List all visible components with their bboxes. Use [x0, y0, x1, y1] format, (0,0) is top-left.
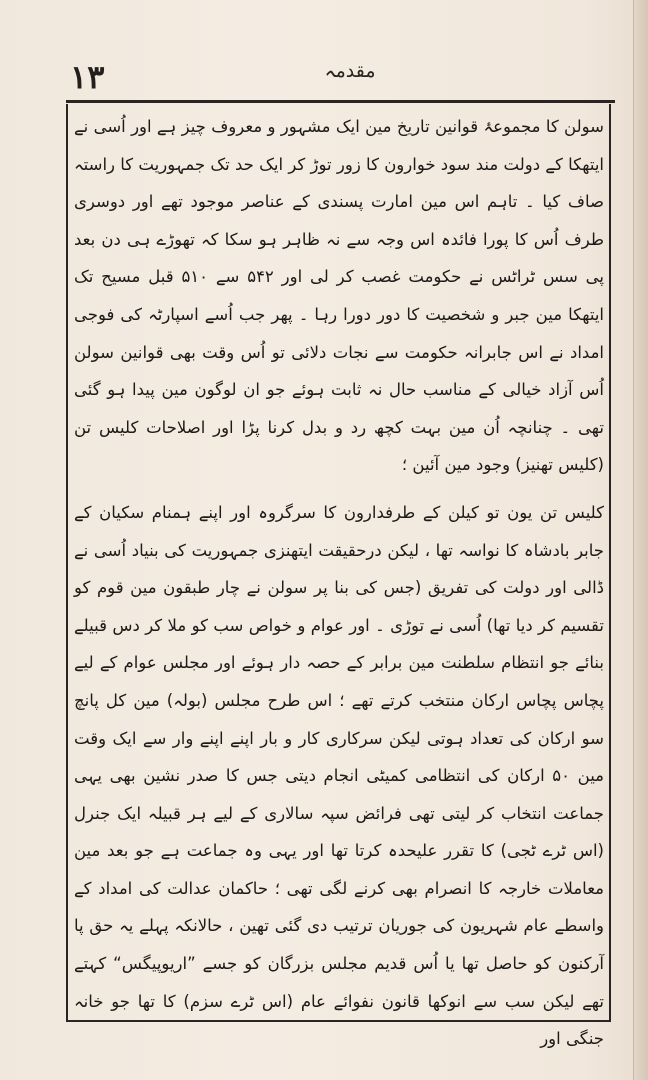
body-text	[74, 108, 605, 1049]
paragraph-1: سولن کا مجموعۂ قوانین تاریخ مین ایک مشہور و معروف چیز ہے اور اُسی نے ایتھکا کے دولت مند سود خوارون کا زور توڑ کر ایک حد تک جمہوریت کا راستہ صاف کیا ۔ تاہم اس مین امارت پسندی کے عناصر موجود تھے اور دوسری طرف اُس کا پورا فائدہ اس وجہ سے نہ ظاہر ہو سکا کہ تھوڑے ہی دن بعد پی سس ٹراٹس نے حکومت غصب کر لی اور ۵۴۲ سے ۵۱۰ قبل مسیح تک ایتھکا مین جبر و شخصیت کا دور دورا رہا ۔ پھر جب اُسے اسپارٹہ کی فوجی امداد نے اس جابرانہ حکومت سے نجات دلائی تو اُس وقت بھی قوانین سولن اُس آزاد خیالی کے مناسب حال نہ ثابت ہوئے جو ان لوگون مین پیدا ہو گئی تھی ۔ چنانچہ اُن مین بہت کچھ رد و بدل کرنا پڑا اور اصلاحات کلیس تن (کلیس تھنیز) وجود مین آئین ؛	[74, 117, 604, 475]
paragraph-2: کلیس تن یون تو کیلن کے طرفدارون کا سرگروہ اور اپنے ہمنام سکیان کے جابر بادشاہ کا نواسہ تھا ، لیکن درحقیقت ایتھنزی جمہوریت کی بنیاد اُسی نے ڈالی اور دولت کی تفریق (جس کی بنا پر سولن نے چار طبقون مین قوم کو تقسیم کر دیا تھا) اُسی نے توڑی ۔ اور عوام و خواص سب کو ملا کر دس قبیلے بنائے جو انتظام سلطنت مین برابر کے حصہ دار ہوئے اور مجلس عوام کے لیے پچاس پچاس ارکان منتخب کرتے تھے ؛ اس طرح مجلس (بولہ) مین کل پانچ سو ارکان کی تعداد ہوتی لیکن سرکاری کار و بار اپنے اپنے وار سے ایک وقت مین ۵۰ ارکان کی انتظامی کمیٹی انجام دیتی جس کا صدر نشین بھی یہی جماعت انتخاب کر لیتی تھی فرائض سپہ سالاری کے لیے ہر قبیلہ ایک جنرل (اس ٹرے ٹجی) کا تقرر علیحدہ کرتا تھا اور یہی وہ جماعت ہے جو بعد مین معاملات خارجہ کا انصرام بھی کرنے لگی تھی ؛ حاکمان عدالت کی امداد کے واسطے عام شہریون کی جوریان ترتیب دی گئی تھین ، حالانکہ پہلے یہ حق پا آرکنون کو حاصل تھا یا اُس قدیم مجلس بزرگان کو جسے ”اریوپیگس“ کہتے تھے لیکن سب سے انوکھا قانون نفوائے عام (اس ٹرے سزم) کا تھا جو خانہ جنگی اور	[74, 502, 605, 1049]
paragraph-gap	[74, 484, 604, 494]
page-binding-edge	[633, 0, 648, 1080]
running-head: مقدمہ	[324, 60, 376, 82]
header-rule	[66, 100, 615, 103]
page-number: ۱۳	[70, 58, 105, 96]
